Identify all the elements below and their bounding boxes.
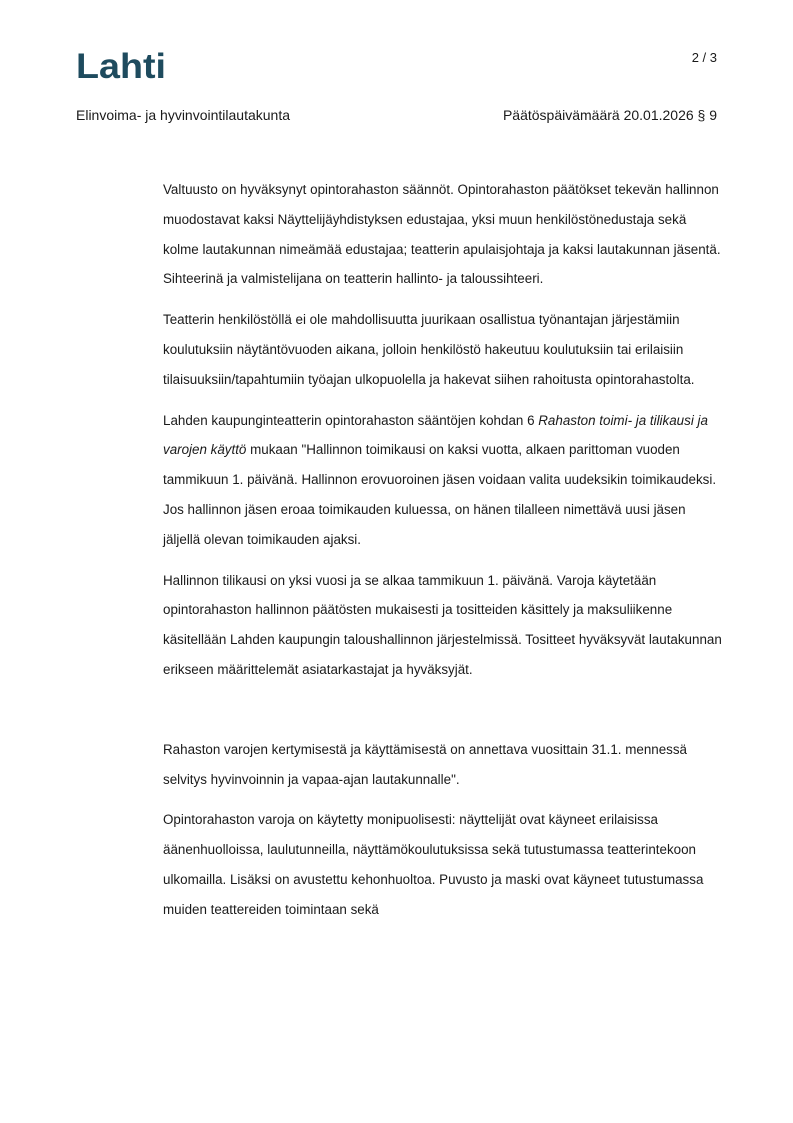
committee-name: Elinvoima- ja hyvinvointilautakunta [76, 107, 290, 123]
paragraph-3-text-end: mukaan "Hallinnon toimikausi on kaksi vuotta, alkaen parittoman vuoden tammikuun 1. päivänä. Hallinnon erovuoroinen jäsen voidaan valita uudeksikin toimikaudeksi. Jos hallinnon jäsen eroaa toimikauden kuluessa, on hänen tilalleen nimettävä uusi jäsen jäljellä olevan toimikauden ajaksi. [163, 442, 717, 547]
paragraph-3-italic-title: Rahaston toimi- ja tilikausi ja varojen käyttö [163, 412, 708, 458]
paragraph-3-text-start: Lahden kaupunginteatterin opintorahaston sääntöjen kohdan 6 [163, 412, 539, 428]
decision-date: Päätöspäivämäärä 20.01.2026 § 9 [502, 107, 717, 123]
paragraph-5: Rahaston varojen kertymisestä ja käyttämisestä on annettava vuosittain 31.1. mennessä selvitys hyvinvoinnin ja vapaa-ajan lautakunnalle". [163, 741, 688, 787]
lahti-logo [76, 48, 168, 82]
paragraph-2: Teatterin henkilöstöllä ei ole mahdollisuutta juurikaan osallistua työnantajan järjestämiin koulutuksiin näytäntövuoden aikana, jolloin henkilöstö hakeutuu koulutuksiin tai erilaisiin tilaisuuksiin/tapahtumiin työajan ulkopuolella ja hakevat siihen rahoitusta opintorahastolta. [163, 312, 695, 387]
document-body [163, 175, 723, 936]
paragraph-1: Valtuusto on hyväksynyt opintorahaston säännöt. Opintorahaston päätökset tekevän hallinnon muodostavat kaksi Näyttelijäyhdistyksen edustajaa, yksi muun henkilöstönedustaja sekä kolme lautakunnan nimeämää edustajaa; teatterin apulaisjohtaja ja kaksi lautakunnan jäsentä. Sihteerinä ja valmistelijana on teatterin hallinto- ja taloussihteeri. [163, 182, 721, 287]
page-number: 2 / 3 [691, 50, 717, 65]
paragraph-4: Hallinnon tilikausi on yksi vuosi ja se alkaa tammikuun 1. päivänä. Varoja käytetään opintorahaston hallinnon päätösten mukaisesti ja tositteiden käsittely ja maksuliikenne käsitellään Lahden kaupungin taloushallinnon järjestelmissä. Tositteet hyväksyvät lautakunnan erikseen määrittelemät asiatarkastajat ja hyväksyjät. [163, 572, 722, 677]
paragraph-6: Opintorahaston varoja on käytetty monipuolisesti: näyttelijät ovat käyneet erilaisissa äänenhuolloissa, laulutunneilla, näyttämökoulutuksissa sekä tutustumassa teatterintekoon ulkomailla. Lisäksi on avustettu kehonhuoltoa. Puvusto ja maski ovat käyneet tutustumassa muiden teattereiden toimintaan sekä [163, 812, 704, 917]
logo-text: Lahti [76, 48, 166, 82]
paragraph-3 [163, 406, 723, 555]
